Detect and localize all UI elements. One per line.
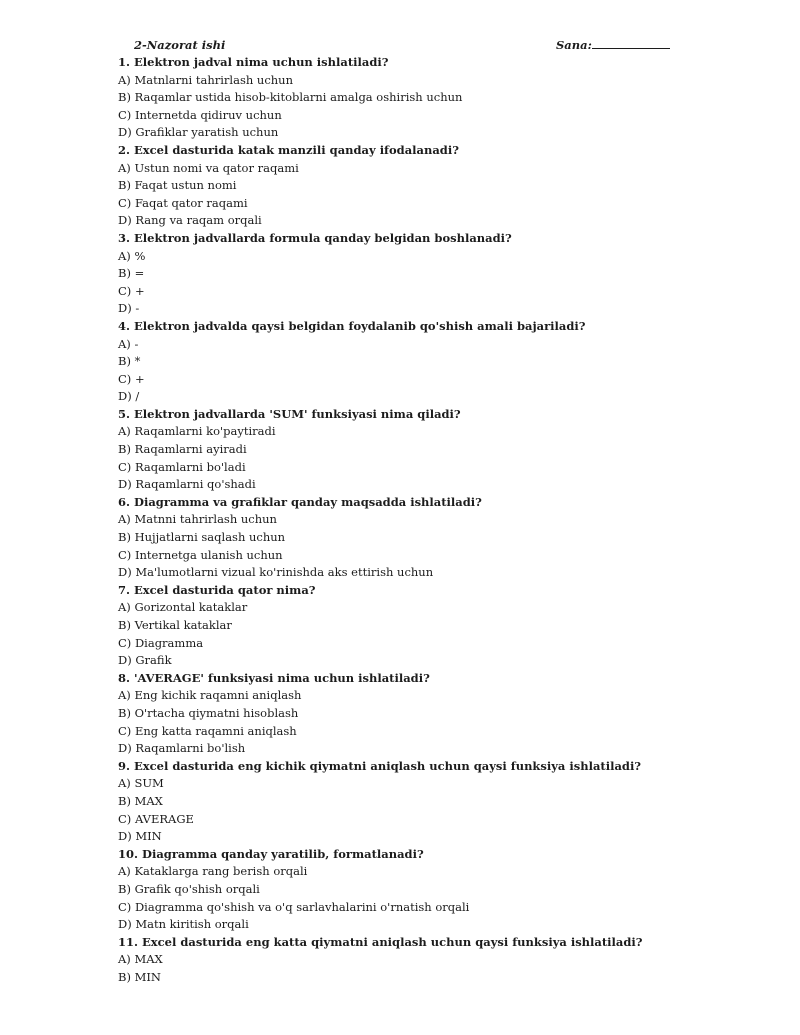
option-a: A) Raqamlarni ko'paytiradi: [118, 424, 276, 439]
question-text: 11. Excel dasturida eng katta qiymatni aniqlash uchun qaysi funksiya ishlatiladi?: [118, 934, 643, 949]
option-d: D) Matn kiritish orqali: [118, 917, 249, 932]
option-b: B) Grafik qo'shish orqali: [118, 881, 260, 896]
option-c: C) +: [118, 371, 145, 386]
option-b: B) Raqamlarni ayiradi: [118, 442, 247, 457]
question-text: 8. 'AVERAGE' funksiyasi nima uchun ishlatiladi?: [118, 670, 430, 685]
question-5: [118, 406, 678, 494]
option-a: A) %: [118, 248, 146, 263]
option-d: D) Ma'lumotlarni vizual ko'rinishda aks ettirish uchun: [118, 565, 434, 580]
document-title: 2-Nazorat ishi: [134, 38, 226, 52]
option-c: C) Diagramma: [118, 635, 204, 650]
date-field: [556, 36, 670, 54]
option-a: A) -: [118, 336, 139, 351]
question-9: [118, 758, 678, 846]
question-4: [118, 318, 678, 406]
date-blank-line: [592, 36, 670, 49]
option-b: B) MIN: [118, 969, 161, 984]
option-d: D) Grafiklar yaratish uchun: [118, 125, 279, 140]
option-c: C) Internetda qidiruv uchun: [118, 107, 282, 122]
option-d: D) Rang va raqam orqali: [118, 213, 262, 228]
option-a: A) Gorizontal kataklar: [118, 600, 248, 615]
option-c: C) Internetga ulanish uchun: [118, 547, 283, 562]
option-c: C) AVERAGE: [118, 811, 194, 826]
question-text: 7. Excel dasturida qator nima?: [118, 582, 316, 597]
document-header: [118, 36, 678, 54]
question-1: [118, 54, 678, 142]
option-a: A) Ustun nomi va qator raqami: [118, 160, 299, 175]
option-d: D) Grafik: [118, 653, 172, 668]
question-8: [118, 670, 678, 758]
question-text: 4. Elektron jadvalda qaysi belgidan foydalanib qo'shish amali bajariladi?: [118, 318, 586, 333]
question-text: 10. Diagramma qanday yaratilib, formatlanadi?: [118, 846, 424, 861]
question-text: 9. Excel dasturida eng kichik qiymatni aniqlash uchun qaysi funksiya ishlatiladi?: [118, 758, 642, 773]
question-3: [118, 230, 678, 318]
document-page: [118, 36, 678, 986]
question-text: 5. Elektron jadvallarda 'SUM' funksiyasi nima qiladi?: [118, 406, 461, 421]
option-c: C) +: [118, 283, 145, 298]
option-c: C) Faqat qator raqami: [118, 195, 248, 210]
option-d: D) Raqamlarni qo'shadi: [118, 477, 256, 492]
option-c: C) Diagramma qo'shish va o'q sarlavhalarini o'rnatish orqali: [118, 899, 470, 914]
option-b: B) =: [118, 266, 145, 281]
option-d: D) MIN: [118, 829, 162, 844]
option-b: B) *: [118, 354, 141, 369]
option-c: C) Eng katta raqamni aniqlash: [118, 723, 297, 738]
option-d: D) /: [118, 389, 140, 404]
option-b: B) Raqamlar ustida hisob-kitoblarni amalga oshirish uchun: [118, 90, 463, 105]
question-text: 3. Elektron jadvallarda formula qanday belgidan boshlanadi?: [118, 230, 512, 245]
option-b: B) MAX: [118, 793, 163, 808]
option-a: A) MAX: [118, 952, 163, 967]
question-text: 6. Diagramma va grafiklar qanday maqsadda ishlatiladi?: [118, 494, 482, 509]
option-b: B) Vertikal kataklar: [118, 618, 232, 632]
question-6: [118, 494, 678, 582]
option-a: A) SUM: [118, 776, 164, 791]
option-b: B) Hujjatlarni saqlash uchun: [118, 530, 286, 545]
question-11: [118, 934, 678, 987]
question-text: 2. Excel dasturida katak manzili qanday ifodalanadi?: [118, 142, 459, 157]
option-d: D) -: [118, 301, 140, 316]
question-7: [118, 582, 678, 670]
option-c: C) Raqamlarni bo'ladi: [118, 459, 246, 474]
question-10: [118, 846, 678, 934]
question-text: 1. Elektron jadval nima uchun ishlatiladi?: [118, 55, 389, 69]
date-label: Sana:: [556, 38, 592, 52]
question-2: [118, 142, 678, 230]
option-a: A) Matnni tahrirlash uchun: [118, 512, 277, 527]
option-a: A) Eng kichik raqamni aniqlash: [118, 688, 302, 703]
option-a: A) Kataklarga rang berish orqali: [118, 864, 308, 879]
option-b: B) O'rtacha qiymatni hisoblash: [118, 705, 299, 720]
option-b: B) Faqat ustun nomi: [118, 178, 237, 193]
option-d: D) Raqamlarni bo'lish: [118, 741, 246, 756]
option-a: A) Matnlarni tahrirlash uchun: [118, 72, 293, 87]
